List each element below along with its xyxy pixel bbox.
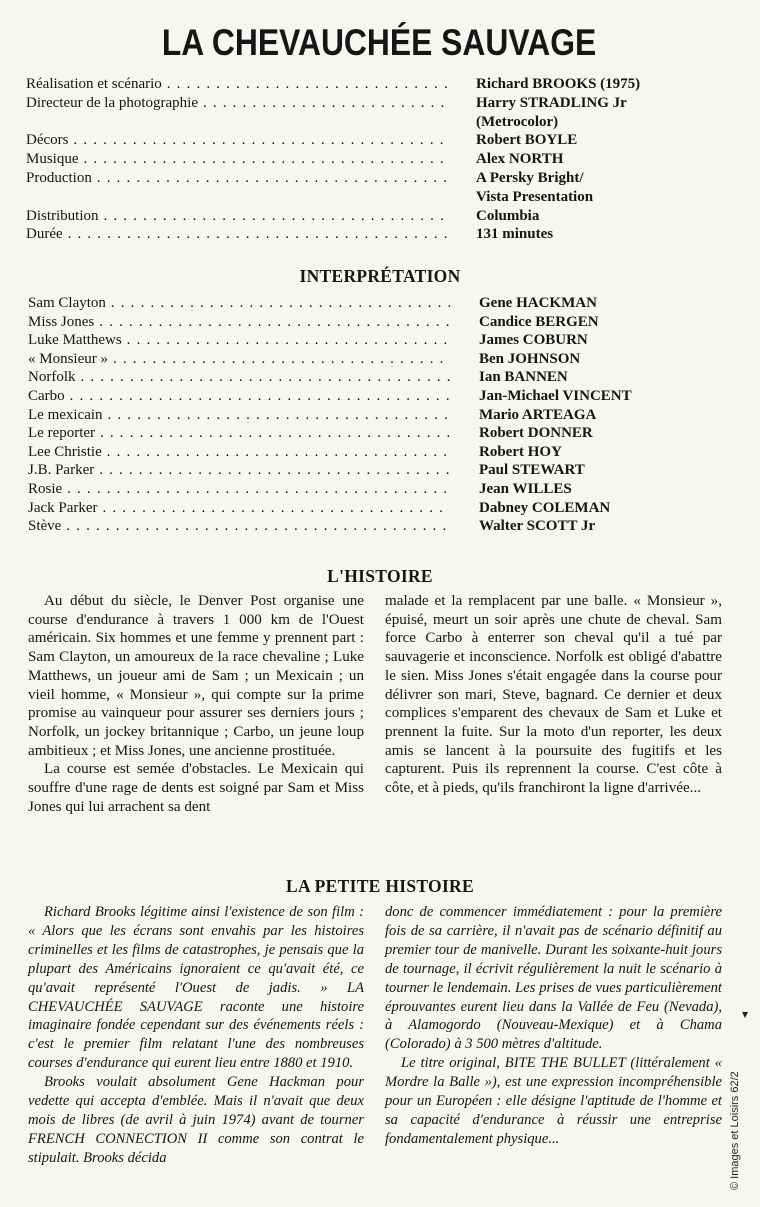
credit-value: Robert BOYLE — [476, 132, 578, 149]
petite-histoire-heading: LA PETITE HISTOIRE — [286, 876, 474, 896]
cast-row — [28, 443, 708, 462]
cast-role: Luke Matthews . . . — [28, 331, 450, 350]
credit-row — [26, 188, 706, 207]
petite-histoire-paragraph: Brooks voulait absolument Gene Hackman pour vedette qui accepta d'emblée. Mais il n'avait que deux mois de libres (de avril à juin 1974) avant de tourner FRENCH CONNECTION II comme son contrat le stipulait. Brooks décida — [28, 1074, 364, 1166]
credit-value: Harry STRADLING Jr — [476, 94, 627, 111]
credit-label: Production . . . — [26, 169, 448, 188]
cast-actor: Jean WILLES — [479, 480, 572, 497]
cast-role: Carbo . . . — [28, 387, 450, 406]
cast-role: Miss Jones . . . — [28, 313, 450, 332]
cast-row — [28, 461, 708, 480]
credit-label: Distribution . . . — [26, 207, 448, 226]
credit-value: Alex NORTH — [476, 151, 564, 168]
cast-actor: Robert HOY — [479, 443, 562, 460]
petite-histoire-left-column — [28, 903, 364, 1168]
histoire-paragraph: La course est semée d'obstacles. Le Mexicain qui souffre d'une rage de dents est soigné par Sam et Miss Jones qui lui arrachent sa dent — [28, 761, 364, 815]
cast-role: Norfolk . . . — [28, 368, 450, 387]
cast-row — [28, 350, 708, 369]
cast-role: Lee Christie . . . — [28, 443, 450, 462]
credit-value: Columbia — [476, 207, 540, 224]
histoire-paragraph: malade et la remplacent par une balle. « Monsieur », épuisé, meurt un soir après une chute de cheval. Sam force Carbo à enterrer son cheval qu'il a tué par sauvagerie et inconscience. Norfolk est obligé d'abattre le sien. Miss Jones s'était engagée dans la course pour délivrer son mari, Steve, bagnard. Ce dernier et deux complices s'emparent des chevaux de Sam et Luke et prennent la fuite. Sur la moto d'un reporter, les deux amis se lancent à la poursuite des fugitifs et les capturent. Puis ils reprennent la course. C'est côte à côte, et à pieds, qu'ils franchiront la ligne d'arrivée... — [385, 593, 722, 797]
cast-row — [28, 499, 708, 518]
cast-row — [28, 313, 708, 332]
credit-label: Durée . . . — [26, 225, 448, 244]
petite-histoire-paragraph: donc de commencer immédiatement : pour la première fois de sa carrière, il n'avait pas de scénario définitif au premier tour de manivelle. Durant les soixante-huit jours de tournage, il écrivit régulièrement la nuit le scénario à tourner le lendemain. Les prises de vues particulièrement éprouvantes eurent lieu dans la Vallée de Feu (Nevada), à Alamogordo (Nouveau-Mexique) et à Chama (Colorado) à 3 500 mètres d'altitude. — [385, 904, 722, 1053]
cast-actor: Dabney COLEMAN — [479, 499, 611, 516]
histoire-right-column — [385, 592, 722, 798]
credit-row — [26, 225, 706, 244]
credit-row — [26, 169, 706, 188]
cast-row — [28, 331, 708, 350]
histoire-left-column — [28, 592, 364, 816]
credit-row — [26, 207, 706, 226]
cast-row — [28, 368, 708, 387]
credit-value: (Metrocolor) — [476, 113, 559, 130]
cast-row — [28, 387, 708, 406]
histoire-heading: L'HISTOIRE — [327, 566, 433, 586]
cast-list — [28, 294, 708, 536]
cast-actor: James COBURN — [479, 332, 588, 349]
cast-row — [28, 406, 708, 425]
credit-label: Directeur de la photographie . . . — [26, 94, 448, 113]
page-title: LA CHEVAUCHÉE SAUVAGE — [161, 22, 597, 63]
credit-value: Richard BROOKS (1975) — [476, 76, 641, 92]
cast-actor: Jan-Michael VINCENT — [479, 387, 632, 404]
petite-histoire-paragraph: Richard Brooks légitime ainsi l'existence de son film : « Alors que les écrans sont envahis par les histoires criminelles et les films de catastrophes, je pensais que la plupart des Américains ignoraient ce qu'avait été, ce qu'avait représenté l'Ouest de jadis. » LA CHEVAUCHÉE SAUVAGE raconte une histoire imaginaire fondée cependant sur des événements réels : c'est le premier film relatant l'une des nombreuses courses d'endurance qui eurent lieu entre 1880 et 1910. — [28, 904, 364, 1072]
cast-heading: INTERPRÉTATION — [299, 266, 461, 286]
cast-role: Sam Clayton . . . — [28, 294, 450, 313]
credit-value: A Persky Bright/ — [476, 169, 584, 186]
cast-actor: Gene HACKMAN — [479, 295, 597, 311]
credit-label: Décors . . . — [26, 131, 448, 150]
petite-histoire-right-column — [385, 903, 722, 1149]
cast-role: Jack Parker . . . — [28, 499, 450, 518]
cast-actor: Candice BERGEN — [479, 313, 599, 330]
credit-row — [26, 150, 706, 169]
credit-label: Réalisation et scénario . . . — [26, 75, 448, 94]
cast-role: Rosie . . . — [28, 480, 450, 499]
cast-role: Le mexicain . . . — [28, 406, 450, 425]
cast-actor: Mario ARTEAGA — [479, 406, 597, 423]
cast-row — [28, 480, 708, 499]
credit-value: 131 minutes — [476, 226, 554, 243]
petite-histoire-paragraph: Le titre original, BITE THE BULLET (littéralement « Mordre la Balle »), est une expression incompréhensible pour un Européen : elle désigne l'aptitude de l'homme et sa capacité d'endurance à réussir une entreprise fondamentalement physique... — [385, 1055, 722, 1147]
cast-row — [28, 294, 708, 313]
credit-row — [26, 75, 706, 94]
cast-actor: Paul STEWART — [479, 462, 585, 479]
credit-row — [26, 94, 706, 113]
copyright-credit: © Images et Loisirs 62/2 — [729, 1071, 741, 1190]
cast-role: Stève . . . — [28, 517, 450, 536]
cast-role: J.B. Parker . . . — [28, 461, 450, 480]
cast-actor: Ian BANNEN — [479, 369, 568, 386]
cast-actor: Robert DONNER — [479, 425, 593, 442]
credit-value: Vista Presentation — [476, 188, 594, 205]
cast-role: « Monsieur » . . . — [28, 350, 450, 369]
cast-actor: Ben JOHNSON — [479, 350, 581, 367]
cast-row — [28, 424, 708, 443]
credit-row — [26, 113, 706, 132]
credit-row — [26, 131, 706, 150]
histoire-paragraph: Au début du siècle, le Denver Post organise une course d'endurance à travers 1 000 km de l'Ouest américain. Six hommes et une femme y prennent part : Sam Clayton, un amoureux de la race chevaline ; Luke Matthews, un joueur ami de Sam ; un Mexicain ; un vieil homme, « Monsieur », qui compte sur la prime promise au vainqueur pour assurer ses derniers jours ; Norfolk, un jockey britannique ; Carbo, un jeune loup ambitieux ; et Miss Jones, une ancienne prostituée. — [28, 593, 364, 759]
cast-actor: Walter SCOTT Jr — [479, 518, 596, 535]
cast-role: Le reporter . . . — [28, 424, 450, 443]
cast-row — [28, 517, 708, 536]
credit-label: Musique . . . — [26, 150, 448, 169]
credits-list — [26, 75, 706, 244]
corner-arrow-icon — [742, 1012, 748, 1018]
